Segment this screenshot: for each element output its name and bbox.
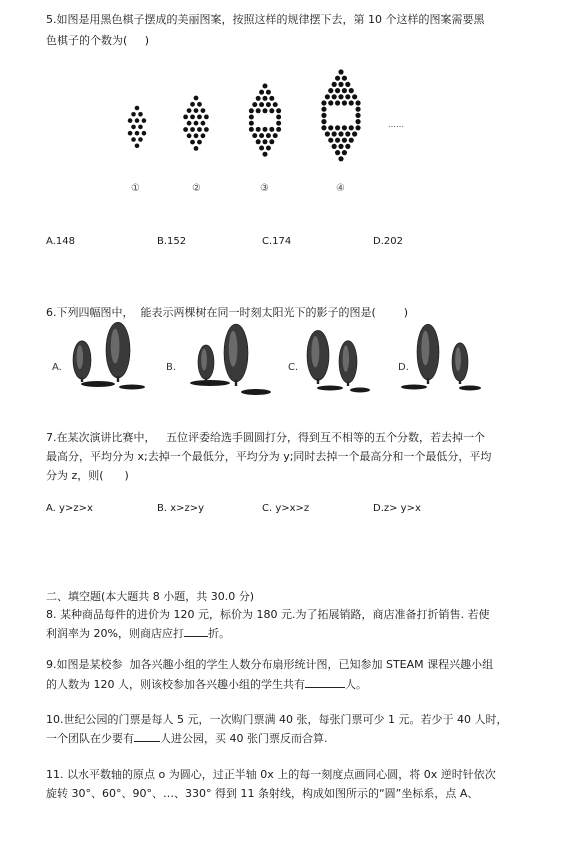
bead-dot	[249, 121, 254, 126]
bead-dot	[263, 96, 268, 101]
bead-dot	[201, 133, 206, 138]
bead-dot	[328, 138, 333, 143]
bead-dot	[269, 139, 274, 144]
bead-dot	[342, 100, 347, 105]
bead-dot	[338, 82, 343, 87]
q6-option-b-label: B.	[166, 362, 177, 373]
bead-dot	[131, 125, 136, 130]
bead-dot	[355, 119, 360, 124]
bead-dot	[263, 127, 268, 132]
bead-dot	[142, 131, 147, 136]
bead-dot	[266, 133, 271, 138]
q5-option-c: C.174	[262, 236, 292, 247]
bead-dot	[349, 125, 354, 130]
bead-dot	[187, 121, 192, 126]
q5-line1: 5.如图是用黑色棋子摆成的美丽图案，按照这样的规律摆下去，第 10 个这样的图案需要黑	[46, 13, 485, 26]
bead-dot	[345, 131, 350, 136]
bead-dot	[342, 88, 347, 93]
bead-dot	[276, 108, 281, 113]
bead-dot	[190, 115, 195, 120]
q9-line2-end: 人。	[345, 678, 367, 691]
bead-dot	[338, 144, 343, 149]
bead-dot	[328, 88, 333, 93]
bead-dot	[204, 115, 209, 120]
bead-dot	[352, 131, 357, 136]
q10-answer-blank[interactable]	[134, 729, 160, 742]
bead-dot	[252, 133, 257, 138]
bead-dot	[335, 76, 340, 81]
tree-crown-highlight	[311, 336, 319, 367]
q7-line3: 分为 z，则( )	[46, 469, 129, 482]
bead-dot	[342, 125, 347, 130]
bead-dot	[335, 88, 340, 93]
bead-dot	[276, 121, 281, 126]
bead-dot	[197, 115, 202, 120]
bead-dot	[263, 108, 268, 113]
bead-dot	[335, 125, 340, 130]
tree-trunk	[205, 378, 207, 382]
q5-line2: 色棋子的个数为( )	[46, 34, 150, 47]
tree-shadow	[190, 380, 230, 386]
bead-dot	[345, 144, 350, 149]
q5-pattern-figure	[0, 60, 582, 260]
bead-dot	[266, 146, 271, 151]
q9-line2	[46, 675, 546, 694]
bead-dot	[335, 138, 340, 143]
bead-dot	[276, 127, 281, 132]
q6-option-c-label: C.	[288, 362, 299, 373]
bead-dot	[252, 102, 257, 107]
bead-dot	[321, 100, 326, 105]
bead-dot	[131, 137, 136, 142]
tree-shadow	[350, 388, 370, 393]
tree-trunk	[117, 376, 119, 382]
figure-label-4: ④	[336, 183, 345, 194]
bead-dot	[263, 152, 268, 157]
q11-line2: 旋转 30°、60°、90°、…、330° 得到 11 条射线，构成如图所示的“圆”坐标系，点 A、	[46, 787, 479, 800]
bead-dot	[273, 102, 278, 107]
q9-line2-start: 的人数为 120 人，则该校参加各兴趣小组的学生共有	[46, 678, 305, 691]
bead-dot	[355, 125, 360, 130]
figure-label-3: ③	[260, 183, 269, 194]
q7-line1: 7.在某次演讲比赛中， 五位评委给选手圆圆打分，得到互不相等的五个分数，若去掉一个	[46, 431, 485, 444]
figure-label-2: ②	[192, 183, 201, 194]
bead-dot	[355, 100, 360, 105]
tree-shadow	[241, 389, 271, 395]
bead-dot	[332, 131, 337, 136]
bead-dot	[128, 131, 133, 136]
bead-dot	[194, 121, 199, 126]
tree-trunk	[81, 378, 83, 382]
bead-dot	[338, 156, 343, 161]
tree-trunk	[235, 380, 237, 386]
tree-crown-highlight	[77, 345, 83, 369]
bead-dot	[273, 133, 278, 138]
bead-dot	[266, 90, 271, 95]
q5-option-b: B.152	[157, 236, 187, 247]
q6-option-d-label: D.	[398, 362, 409, 373]
bead-dot	[338, 94, 343, 99]
figure-label-1: ①	[131, 183, 140, 194]
bead-dot	[183, 115, 188, 120]
bead-dot	[201, 108, 206, 113]
bead-dot	[249, 127, 254, 132]
bead-dot	[197, 102, 202, 107]
bead-dot	[190, 127, 195, 132]
bead-dot	[352, 94, 357, 99]
bead-dot	[204, 127, 209, 132]
bead-dot	[256, 127, 261, 132]
bead-dot	[276, 115, 281, 120]
bead-dot	[263, 84, 268, 89]
section2-heading: 二、填空题(本大题共 8 小题，共 30.0 分)	[46, 590, 255, 603]
tree-crown-highlight	[201, 349, 207, 371]
bead-dot	[135, 106, 140, 111]
tree-crown-highlight	[421, 331, 429, 366]
bead-dot	[325, 94, 330, 99]
q8-line2-end: 折。	[207, 627, 230, 640]
q8-answer-blank[interactable]	[184, 624, 208, 637]
tree-trunk	[347, 382, 349, 386]
bead-dot	[328, 100, 333, 105]
q10-line1: 10.世纪公园的门票是每人 5 元，一次购门票满 40 张，每张门票可少 1 元。若少于 40 人时，	[46, 713, 508, 726]
q8-line2-start: 利润率为 20%，则商店应打	[46, 627, 184, 640]
tree-shadow	[119, 385, 145, 390]
q7-option-d: D.z> y>x	[373, 503, 421, 514]
bead-dot	[256, 139, 261, 144]
q9-answer-blank[interactable]	[305, 675, 345, 688]
bead-dot	[131, 112, 136, 117]
bead-dot	[194, 146, 199, 151]
bead-dot	[269, 127, 274, 132]
bead-dot	[321, 125, 326, 130]
tree-crown-highlight	[343, 346, 349, 372]
bead-dot	[249, 115, 254, 120]
q8-line1: 8. 某种商品每件的进价为 120 元，标价为 180 元.为了拓展销路，商店准备打折销售. 若使	[46, 608, 490, 621]
tree-crown-highlight	[229, 331, 238, 367]
bead-dot	[128, 118, 133, 123]
bead-dot	[259, 102, 264, 107]
bead-dot	[345, 94, 350, 99]
bead-dot	[183, 127, 188, 132]
bead-dot	[321, 119, 326, 124]
bead-dot	[259, 90, 264, 95]
q8-line2	[46, 624, 546, 643]
bead-dot	[197, 140, 202, 145]
bead-dot	[194, 108, 199, 113]
q7-option-c: C. y>x>z	[262, 503, 310, 514]
tree-shadow	[401, 385, 427, 390]
bead-dot	[142, 118, 147, 123]
bead-dot	[190, 102, 195, 107]
bead-dot	[187, 108, 192, 113]
tree-trunk	[427, 378, 429, 384]
tree-trunk	[317, 379, 319, 384]
bead-dot	[197, 127, 202, 132]
q10-line2-start: 一个团队在少要有	[46, 732, 134, 745]
q9-line1: 9.如图是某校参 加各兴趣小组的学生人数分布扇形统计图，已知参加 STEAM 课程兴趣小组	[46, 658, 494, 671]
bead-dot	[135, 131, 140, 136]
bead-dot	[259, 133, 264, 138]
bead-dot	[335, 100, 340, 105]
tree-shadow	[459, 386, 481, 391]
bead-dot	[190, 140, 195, 145]
tree-shadow	[81, 381, 115, 387]
tree-trunk	[459, 380, 461, 384]
bead-dot	[256, 96, 261, 101]
bead-dot	[194, 96, 199, 101]
q5-option-d: D.202	[373, 236, 403, 247]
bead-dot	[342, 138, 347, 143]
bead-dot	[259, 146, 264, 151]
bead-dot	[355, 107, 360, 112]
q6-option-a-label: A.	[52, 362, 62, 373]
bead-dot	[256, 108, 261, 113]
bead-dot	[349, 138, 354, 143]
q11-line1: 11. 以水平数轴的原点 o 为圆心，过正半轴 0x 上的每一刻度点画同心圆，将 0x 逆时针依次	[46, 768, 496, 781]
bead-dot	[194, 133, 199, 138]
bead-dot	[325, 131, 330, 136]
tree-crown-highlight	[455, 347, 461, 371]
bead-dot	[332, 94, 337, 99]
q7-line2: 最高分，平均分为 x;去掉一个最低分，平均分为 y;同时去掉一个最高分和一个最低分，平均	[46, 450, 492, 463]
bead-dot	[338, 131, 343, 136]
bead-dot	[335, 150, 340, 155]
tree-crown-highlight	[111, 329, 120, 364]
q7-option-b: B. x>z>y	[157, 503, 205, 514]
bead-dot	[135, 118, 140, 123]
bead-dot	[266, 102, 271, 107]
bead-dot	[201, 121, 206, 126]
bead-dot	[269, 96, 274, 101]
bead-dot	[349, 88, 354, 93]
bead-dot	[269, 108, 274, 113]
bead-dot	[332, 82, 337, 87]
bead-dot	[321, 113, 326, 118]
bead-dot	[328, 125, 333, 130]
bead-dot	[338, 69, 343, 74]
q5-option-a: A.148	[46, 236, 75, 247]
tree-shadow	[317, 386, 343, 391]
q7-option-a: A. y>z>x	[46, 503, 93, 514]
bead-dot	[135, 144, 140, 149]
bead-dot	[345, 82, 350, 87]
q10-line2	[46, 729, 546, 748]
bead-dot	[249, 108, 254, 113]
pattern-ellipsis: ……	[388, 120, 404, 129]
bead-dot	[138, 137, 143, 142]
bead-dot	[138, 112, 143, 117]
bead-dot	[342, 76, 347, 81]
bead-dot	[342, 150, 347, 155]
bead-dot	[349, 100, 354, 105]
q10-line2-end: 人进公园，买 40 张门票反而合算.	[160, 732, 328, 745]
q6-text: 6.下列四幅图中， 能表示两棵树在同一时刻太阳光下的影子的图是( )	[46, 306, 409, 319]
bead-dot	[332, 144, 337, 149]
bead-dot	[355, 113, 360, 118]
bead-dot	[263, 139, 268, 144]
bead-dot	[321, 107, 326, 112]
bead-dot	[187, 133, 192, 138]
bead-dot	[138, 125, 143, 130]
